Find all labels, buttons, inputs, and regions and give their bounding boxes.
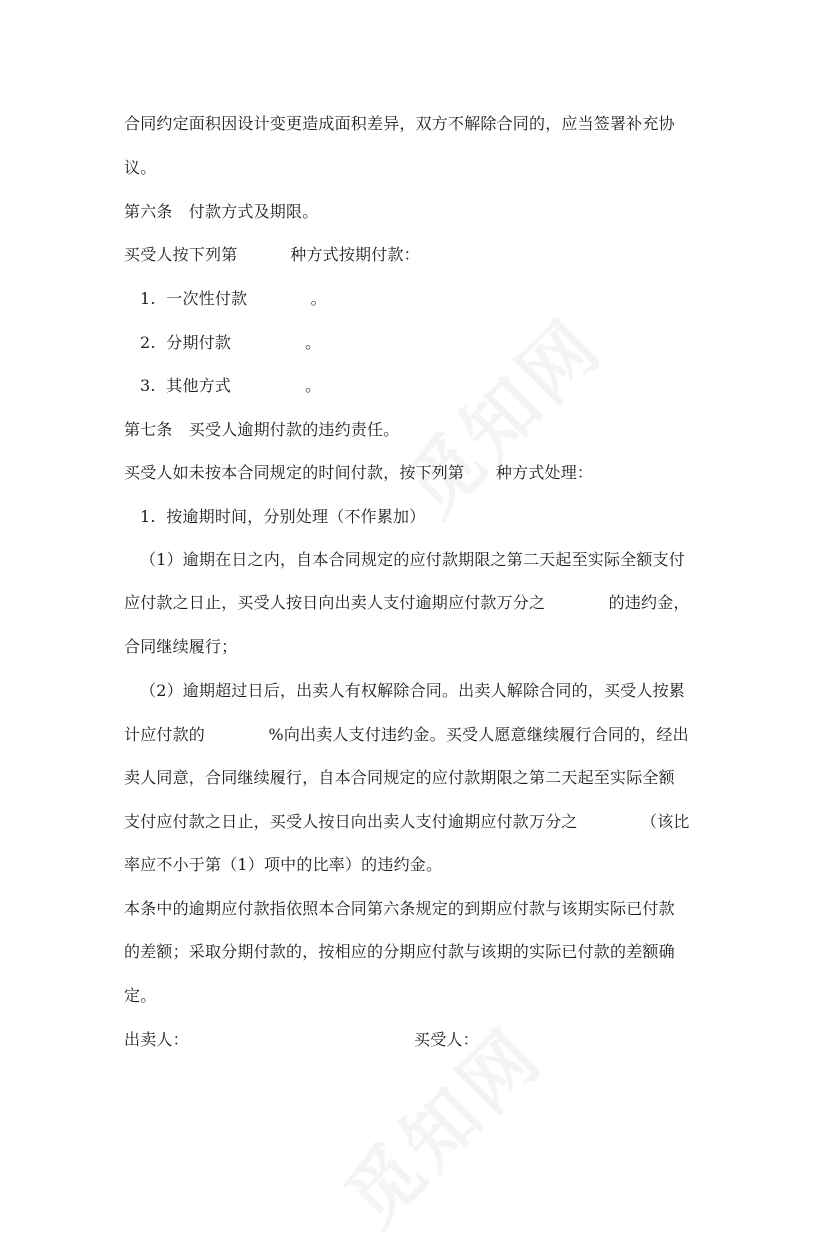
watermark [378,291,623,536]
paragraph-line: （2）逾期超过日后，出卖人有权解除合同。出卖人解除合同的，买受人按累 [140,681,685,700]
paragraph-line: （1）逾期在日之内，自本合同规定的应付款期限之第二天起至实际全额支付 [140,550,685,569]
paragraph-line: 的差额；采取分期付款的，按相应的分期应付款与该期的实际已付款的差额确 [124,942,675,961]
article-heading: 第七条 买受人逾期付款的违约责任。 [124,420,400,439]
paragraph-line: 合同继续履行； [124,637,238,656]
list-item: 1. 按逾期时间，分别处理（不作累加） [140,507,426,526]
paragraph-line: 买受人如未按本合同规定的时间付款，按下列第 种方式处理： [124,463,594,482]
list-item: 3. 其他方式 。 [140,376,322,395]
list-item: 2. 分期付款 。 [140,333,322,352]
article-heading: 第六条 付款方式及期限。 [124,202,319,221]
paragraph-line: 计应付款的 %向出卖人支付违约金。买受人愿意继续履行合同的，经出 [124,725,689,744]
seller-signature-label: 出卖人： [124,1030,189,1049]
paragraph-line: 率应不小于第（1）项中的比率）的违约金。 [124,855,443,874]
paragraph-line: 议。 [124,158,157,177]
paragraph-line: 合同约定面积因设计变更造成面积差异，双方不解除合同的，应当签署补充协 [124,114,675,133]
paragraph-line: 定。 [124,986,157,1005]
buyer-signature-label: 买受人： [414,1030,479,1049]
paragraph-line: 支付应付款之日止，买受人按日向出卖人支付逾期应付款万分之 （该比 [124,812,690,831]
paragraph-line: 卖人同意，合同继续履行，自本合同规定的应付款期限之第二天起至实际全额 [124,768,675,787]
paragraph-line: 本条中的逾期应付款指依照本合同第六条规定的到期应付款与该期实际已付款 [124,899,675,918]
paragraph-line: 应付款之日止，买受人按日向出卖人支付逾期应付款万分之 的违约金， [124,593,690,612]
paragraph-line: 买受人按下列第 种方式按期付款： [124,245,420,264]
list-item: 1. 一次性付款 。 [140,289,327,308]
